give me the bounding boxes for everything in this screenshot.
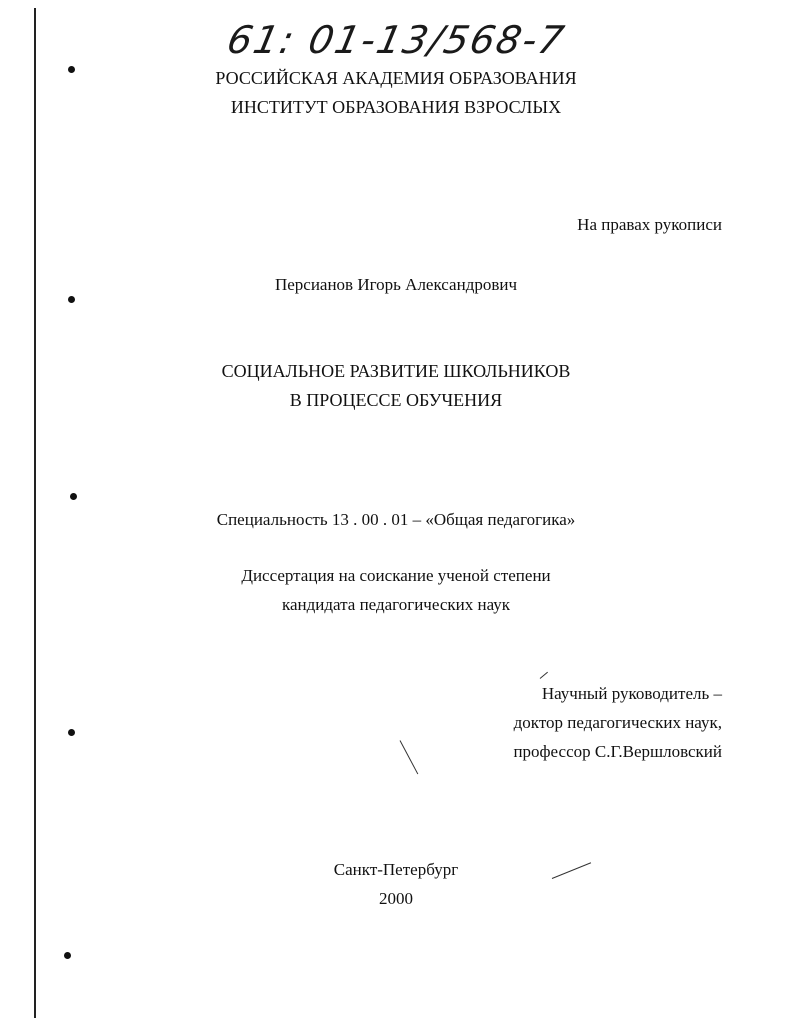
supervisor-line-3: профессор С.Г.Вершловский [513, 742, 722, 761]
degree-line-1: Диссертация на соискание ученой степени [241, 566, 551, 585]
stray-pen-mark [400, 740, 419, 774]
institution-line-2: ИНСТИТУТ ОБРАЗОВАНИЯ ВЗРОСЛЫХ [230, 97, 562, 117]
author-name: Персианов Игорь Александрович [274, 275, 518, 294]
dissertation-title-line-2: В ПРОЦЕССЕ ОБУЧЕНИЯ [289, 390, 503, 410]
supervisor-line-1: Научный руководитель – [541, 684, 722, 703]
punch-hole [64, 952, 71, 959]
city: Санкт-Петербург [333, 860, 459, 879]
archive-number-handwritten: 61: 01-13/568-7 [223, 18, 570, 62]
year: 2000 [379, 889, 413, 908]
supervisor-line-2: доктор педагогических наук, [513, 713, 722, 732]
stray-pen-mark [540, 672, 548, 679]
punch-hole [68, 296, 75, 303]
institution-line-1: РОССИЙСКАЯ АКАДЕМИЯ ОБРАЗОВАНИЯ [215, 68, 577, 88]
specialty-line: Специальность 13 . 00 . 01 – «Общая педагогика» [216, 510, 576, 529]
degree-line-2: кандидата педагогических наук [281, 595, 511, 614]
dissertation-title-line-1: СОЦИАЛЬНОЕ РАЗВИТИЕ ШКОЛЬНИКОВ [221, 361, 571, 381]
manuscript-rights: На правах рукописи [577, 215, 722, 234]
punch-hole [68, 729, 75, 736]
punch-hole [70, 493, 77, 500]
